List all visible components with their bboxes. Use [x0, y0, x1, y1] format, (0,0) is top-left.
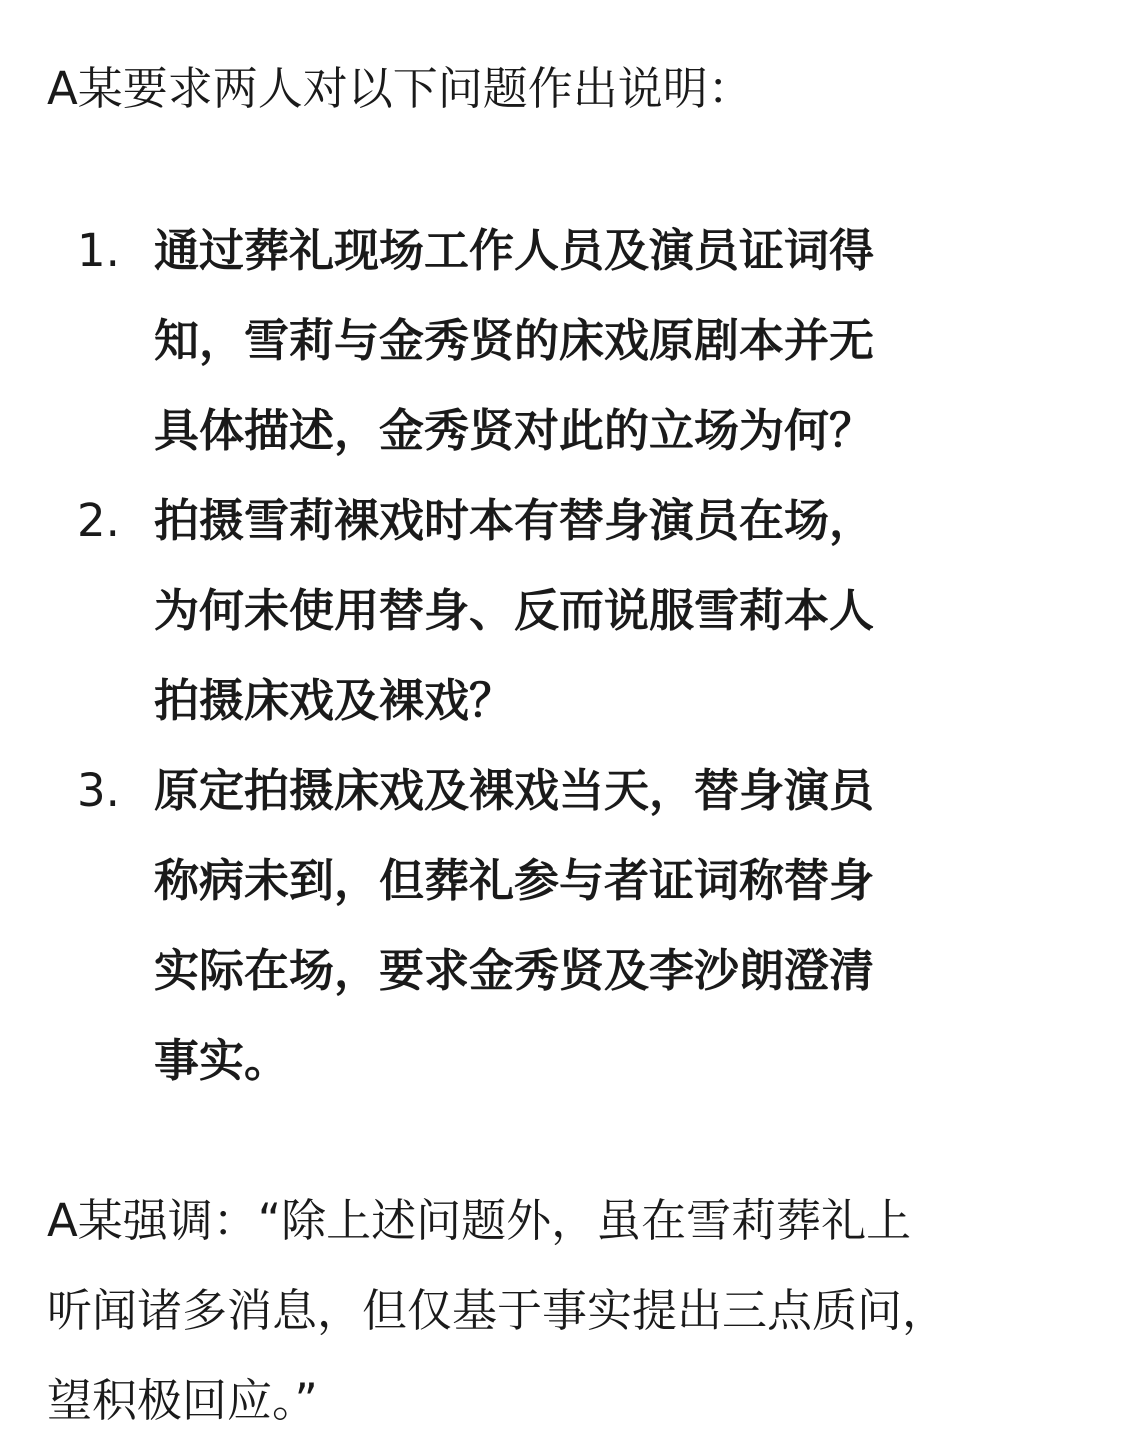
question-line: 拍摄床戏及裸戏？: [154, 674, 515, 727]
closing-line: A某强调：“除上述问题外，虽在雪莉葬礼上: [47, 1194, 912, 1247]
question-item-3: [47, 746, 1065, 1106]
question-line: 拍摄雪莉裸戏时本有替身演员在场，: [154, 494, 875, 547]
question-line: 原定拍摄床戏及裸戏当天，替身演员: [154, 764, 875, 817]
question-line: 通过葬礼现场工作人员及演员证词得: [154, 224, 875, 277]
question-item-1: [47, 206, 1065, 476]
question-line: 具体描述，金秀贤对此的立场为何？: [154, 404, 875, 457]
closing-line: 听闻诸多消息，但仅基于事实提出三点质问，: [47, 1284, 948, 1337]
question-number: 3.: [77, 764, 120, 817]
closing-line: 望积极回应。”: [47, 1374, 318, 1427]
question-line: 实际在场，要求金秀贤及李沙朗澄清: [154, 944, 875, 997]
question-number: 2.: [77, 494, 120, 547]
question-list: [47, 206, 1065, 1106]
question-line: 称病未到，但葬礼参与者证词称替身: [154, 854, 875, 907]
question-line: 为何未使用替身、反而说服雪莉本人: [154, 584, 875, 637]
closing-paragraph: [47, 1176, 1065, 1446]
question-item-2: [47, 476, 1065, 746]
question-line: 知，雪莉与金秀贤的床戏原剧本并无: [154, 314, 875, 367]
question-number: 1.: [77, 224, 120, 277]
intro-paragraph: A某要求两人对以下问题作出说明：: [47, 62, 753, 115]
question-line: 事实。: [154, 1034, 290, 1087]
